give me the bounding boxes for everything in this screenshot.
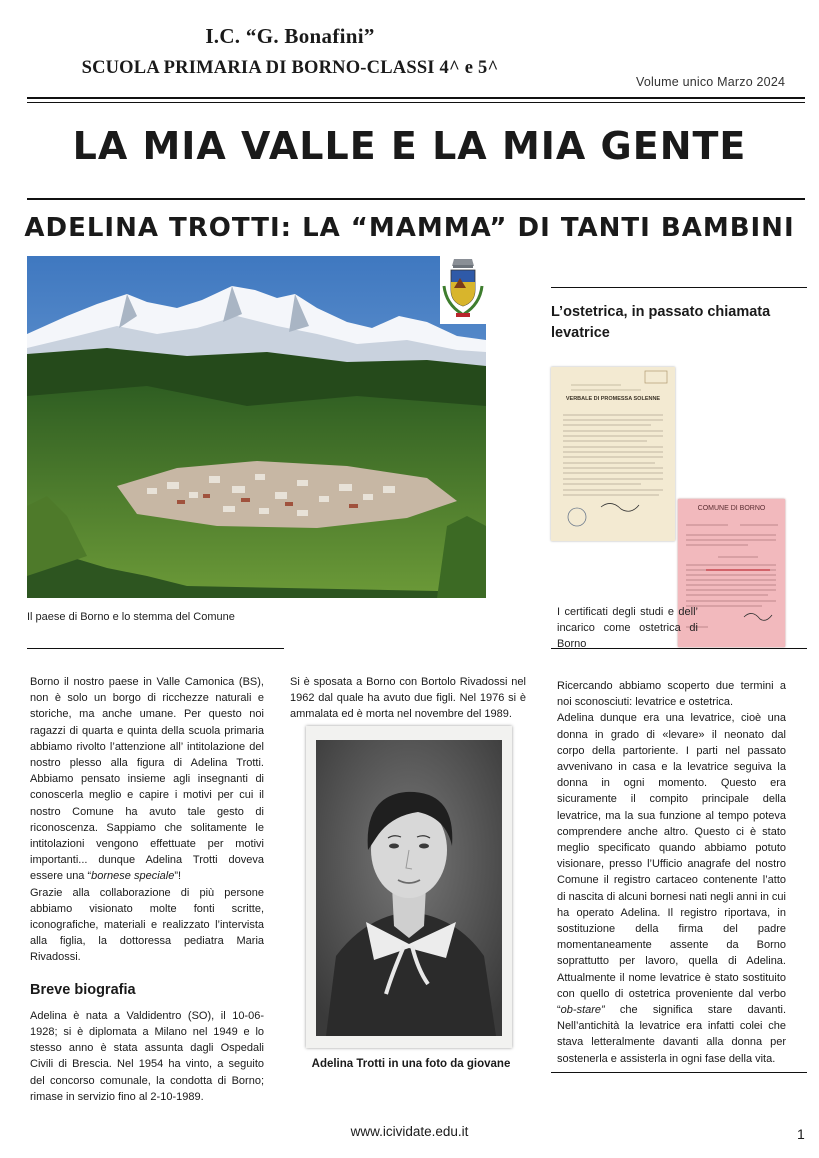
levatrice-text: Adelina dunque era una levatrice, cioè una donna in grado di «levare» il neonato dal corpo della partoriente. I parti nel passato avvenivano in casa e la levatrice seguiva la donna in ogni momento. Questo era sicuramente il compito principale della levatrice, ma la sua funzione al tempo poteva comprendere anche altro. Questo ci è stato meglio specificato quando abbiamo potuto visionare, presso l’Ufficio anagrafe del nostro Comune il registro cartaceo contenente l’atto di nascita di alcuni bornesi nati negli anni in cui ha operato Adelina. Il registro riportava, in sostituzione della firma del padre momentaneamente assente da Borno soprattutto per lavoro, quella di Adelina. Attualmente il nome levatrice è stato sostituito con quello di ostetrica proveniente dal verbo “	[557, 712, 786, 1017]
col3-bottom-rule	[551, 1072, 807, 1073]
landscape-caption: Il paese di Borno e lo stemma del Comune	[27, 611, 235, 623]
newspaper-title: LA MIA VALLE E LA MIA GENTE	[72, 124, 747, 168]
intro-end: ”!	[174, 870, 182, 883]
bio-heading: Breve biografia	[30, 981, 136, 998]
borno-coat-of-arms	[440, 256, 486, 324]
col3-text	[557, 678, 786, 1067]
levatrice-text-end: che significa stare davanti. Nell’antichità la levatrice era infatti colei che stava letteralmente davanti alla donna per sostenerla e assisterla in ogni fase della vita.	[557, 1004, 786, 1065]
intro-emphasis: bornese speciale	[91, 870, 175, 883]
sidebar-heading: L’ostetrica, in passato chiamata levatrice	[551, 304, 771, 341]
portrait-caption: Adelina Trotti in una foto da giovane	[311, 1058, 511, 1070]
col3-top-rule	[551, 648, 807, 649]
title-rule	[27, 198, 805, 200]
sidebar-top-rule	[551, 287, 807, 288]
footer-website-link[interactable]: www.icividate.edu.it	[350, 1124, 469, 1139]
header-rule-bottom	[27, 102, 805, 103]
header-rule-top	[27, 97, 805, 99]
article-title: ADELINA TROTTI: LA “MAMMA” DI TANTI BAMBINI	[24, 213, 795, 243]
ob-stare-emphasis: ob-stare”	[560, 1004, 605, 1017]
col2-text: Si è sposata a Borno con Bortolo Rivadossi nel 1962 dal quale ha avuto due figli. Nel 1976 si è ammalata ed è morta nel novembre del 1989.	[290, 676, 526, 721]
certificates-caption: I certificati degli studi e dell’ incarico come ostetrica di Borno	[557, 606, 698, 650]
page-number: 1	[797, 1126, 805, 1142]
bio-paragraph: Adelina è nata a Valdidentro (SO), il 10-06-1928; si è diplomata a Milano nel 1949 e lo stesso anno è stata assunta dagli Ospedali Civili di Brescia. Nel 1954 ha vinto, a seguito del concorso comunale, la condotta di Borno; rimase in servizio fino al 2-10-1989.	[30, 1009, 264, 1103]
school-subtitle: SCUOLA PRIMARIA DI BORNO-CLASSI 4^ e 5^	[81, 58, 499, 78]
certificate-verbale-heading: VERBALE DI PROMESSA SOLENNE	[565, 396, 661, 402]
certificate-verbale-image	[551, 367, 675, 541]
volume-date: Volume unico Marzo 2024	[636, 75, 786, 89]
intro-text: Borno il nostro paese in Valle Camonica (BS), non è solo un borgo di ricchezze naturali e storiche, ma anche umane. Per questo noi ragazzi di quarta e quinta della scuola primaria abbiamo rivolto l’attenzione all’ intitolazione del nostro plesso alla figura di Adelina Trotti. Abbiamo pensato insieme agli insegnanti di conoscerla meglio e capire i motivi per cui il nostro Comune ha avuto tale gesto di riconoscenza. Sappiamo che solitamente le intitolazioni vengono effettuate per motivi importanti... dunque Adelina Trotti doveva essere una “	[30, 676, 264, 883]
certificate-comune-heading: COMUNE DI BORNO	[697, 505, 766, 512]
col1-top-rule	[27, 648, 284, 649]
col1-text	[30, 674, 264, 1105]
collaboration-paragraph: Grazie alla collaborazione di più persone abbiamo visionato molte fonti scritte, iconografiche, materiali e realizzato l’intervista alla figlia, la dottoressa pediatra Maria Rivadossi.	[30, 886, 264, 964]
borno-landscape-photo	[27, 256, 486, 598]
terms-paragraph: Ricercando abbiamo scoperto due termini a noi sconosciuti: levatrice e ostetrica.	[557, 680, 786, 709]
school-name: I.C. “G. Bonafini”	[205, 24, 375, 48]
levatrice-paragraph	[557, 710, 786, 1066]
intro-paragraph	[30, 674, 264, 885]
adelina-portrait-photo	[306, 726, 512, 1048]
